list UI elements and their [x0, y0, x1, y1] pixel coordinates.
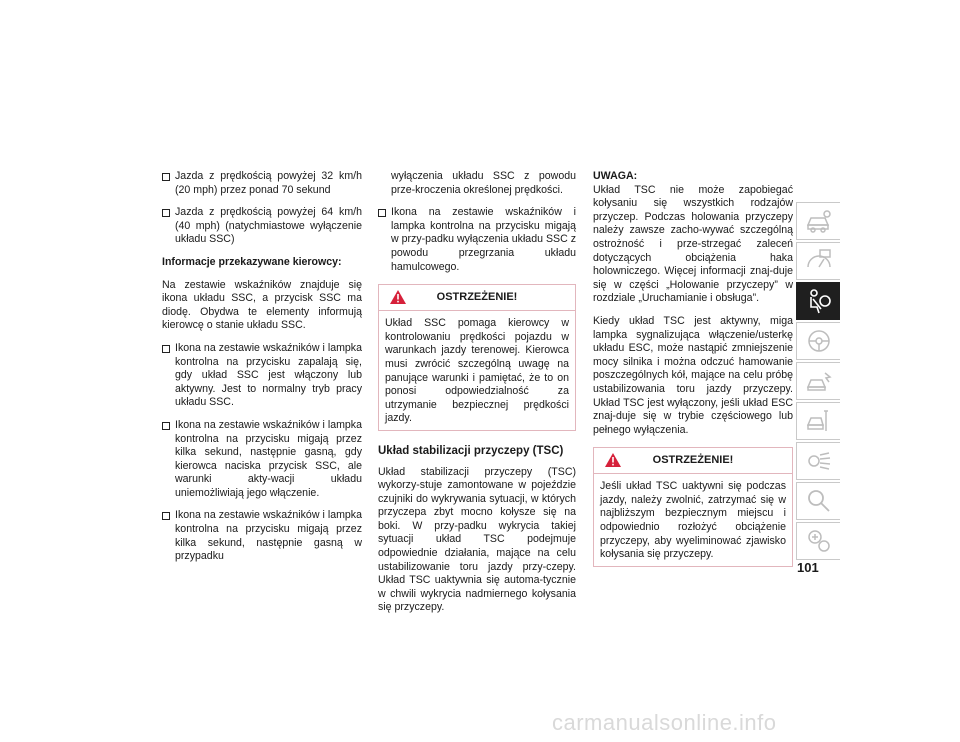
page-number: 101 — [797, 560, 819, 575]
warning-text: Jeśli układ TSC uaktywni się podczas jazdy, należy zwolnić, zatrzymać się w najbliższym bezpiecznym miejscu i odpowiednio rozłożyć obciążenie przyczepy, aby wyeliminować zjawisko kołysania się przyczepy. — [600, 480, 786, 561]
warning-title: OSTRZEŻENIE! — [652, 454, 734, 467]
list-item: Ikona na zestawie wskaźników i lampka kontrolna na przycisku migają przez kilka sekund, następnie gasną w przypadku — [162, 509, 362, 563]
checkbox-bullet-icon — [162, 173, 170, 181]
safety-airbag-icon — [805, 287, 833, 315]
tab-language[interactable] — [796, 522, 840, 560]
tab-service[interactable] — [796, 402, 840, 440]
checkbox-bullet-icon — [162, 422, 170, 430]
checkbox-bullet-icon — [162, 512, 170, 520]
info-heading: Informacje przekazywane kierowcy: — [162, 255, 342, 268]
language-settings-icon — [805, 527, 833, 555]
tab-index[interactable] — [796, 482, 840, 520]
chapter-tabs — [796, 202, 841, 562]
tab-dashboard[interactable] — [796, 242, 840, 280]
steering-wheel-icon — [805, 327, 833, 355]
warning-text: Układ SSC pomaga kierowcy w kontrolowaniu prędkości pojazdu w warunkach jazdy terenowej. Kierowca musi zwrócić szczególną uwagę na panujące warunki i pamiętać, że to on ponosi odpowiedzialność za utrzymanie bezpiecznej prędkości jazdy. — [385, 317, 569, 425]
list-item: Jazda z prędkością powyżej 64 km/h (40 mph) (natychmiastowe wyłączenie układu SSC) — [162, 206, 362, 247]
tab-safety[interactable] — [796, 282, 840, 320]
checkbox-bullet-icon — [378, 209, 386, 217]
service-wrench-icon — [805, 407, 833, 435]
dashboard-message-icon — [805, 247, 833, 275]
info-paragraph: Na zestawie wskaźników znajduje się ikona układu SSC, a przycisk SSC ma diodę. Obydwa te elementy informują kierowcę o stanie układu SSC. — [162, 278, 362, 332]
section-heading: Układ stabilizacji przyczepy (TSC) — [378, 444, 564, 457]
car-info-icon — [805, 207, 833, 235]
continued-text: wyłączenia układu SSC z powodu prze-kroczenia określonej prędkości. — [391, 170, 576, 196]
search-icon — [805, 487, 833, 515]
warning-box — [593, 447, 793, 567]
note-label: UWAGA: — [593, 170, 638, 182]
tsc-paragraph: Układ stabilizacji przyczepy (TSC) wykorzy-stuje zamontowane w pojeździe czujniki do wykrywania sytuacji, w których przyczepa zbyt mocno kołysze się na boki. W przy-padku wykrycia takiej sytuacji układ TSC podejmuje odpowiednie działania, mające na celu ustabilizowanie toru jazdy przy-czepy. Układ TSC uaktywnia się automa-tycznie w chwili wykrycia nadmiernego kołysania się przyczepy. — [378, 465, 576, 614]
note-text: Układ TSC nie może zapobiegać kołysaniu się wszystkich rodzajów przyczep. Podczas holowania przyczepy należy zawsze zacho-wywać szczególną ostrożność i prze-strzegać zaleceń dotyczących obciążenia haka holowniczego. Więcej informacji znaj-duje się w części „Holowanie przyczepy” w rozdziale „Uruchamianie i obsługa”. — [593, 183, 793, 305]
checkbox-bullet-icon — [162, 209, 170, 217]
warning-box — [378, 284, 576, 431]
tsc-active-paragraph: Kiedy układ TSC jest aktywny, miga lampka sygnalizująca włączenie/usterkę układu ESC, może nastąpić zmniejszenie mocy silnika i można odczuć hamowanie poszczególnych kół, mające na celu próbę ustabilizowania toru jazdy przyczepy. Układ TSC jest wyłączony, jeśli układ ESC znaj-duje się w trybie częściowego lub pełnego wyłączenia. — [593, 314, 793, 436]
checkbox-bullet-icon — [162, 345, 170, 353]
warning-header — [594, 448, 792, 474]
list-item: Ikona na zestawie wskaźników i lampka kontrolna na przycisku migają w przy-padku wyłączenia układu SSC z powodu przegrzania układu hamulcowego. — [378, 206, 576, 274]
tab-vehicle[interactable] — [796, 202, 840, 240]
car-crash-icon — [805, 367, 833, 395]
tab-driving[interactable] — [796, 322, 840, 360]
watermark: carmanualsonline.info — [552, 710, 777, 735]
warning-header — [379, 285, 575, 311]
column-3 — [593, 170, 793, 577]
list-item: Ikona na zestawie wskaźników i lampka kontrolna na przycisku migają przez kilka sekund, następnie gasną, gdy kierowca naciska przycisk SSC, ale warunki akty-wacji układu uniemożliwiają jego włączenie. — [162, 419, 362, 501]
column-2 — [378, 170, 576, 624]
tab-emergency[interactable] — [796, 362, 840, 400]
tab-specifications[interactable] — [796, 442, 840, 480]
column-1 — [162, 170, 362, 573]
list-item: Ikona na zestawie wskaźników i lampka kontrolna na przycisku zapalają się, gdy układ SSC jest włączony lub aktywny. Jest to normalny tryb pracy układu SSC. — [162, 342, 362, 410]
list-item: Jazda z prędkością powyżej 32 km/h (20 mph) przez ponad 70 sekund — [162, 170, 362, 197]
warning-title: OSTRZEŻENIE! — [436, 291, 518, 304]
car-lights-icon — [805, 447, 833, 475]
